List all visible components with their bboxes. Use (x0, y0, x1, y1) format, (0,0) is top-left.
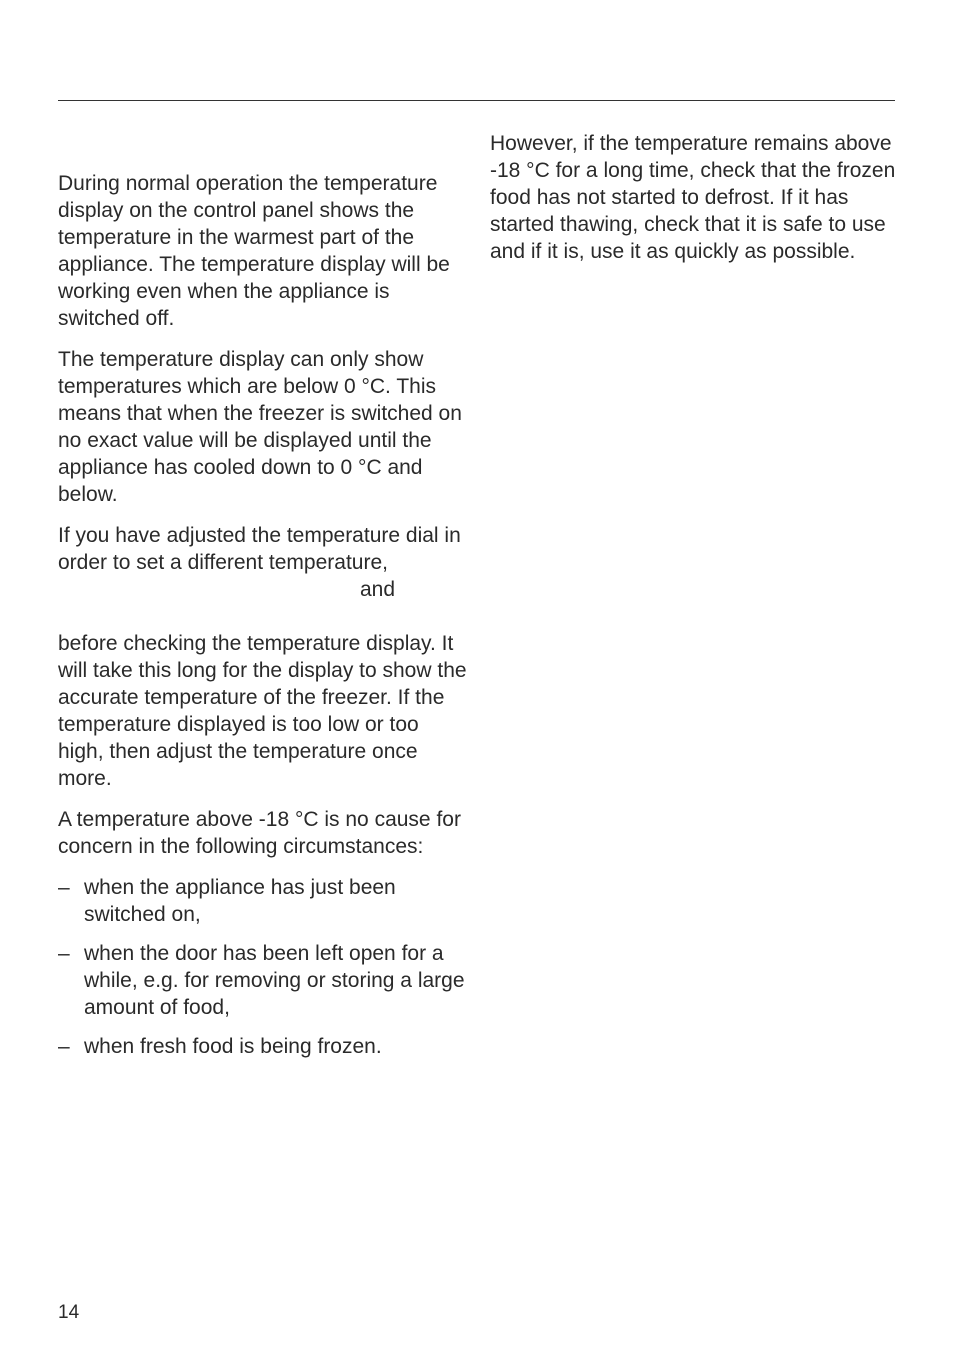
right-column (490, 130, 900, 279)
list-item-text: when the door has been left open for a while, e.g. for removing or storing a large amount of food, (84, 942, 465, 1019)
list-item-text: when fresh food is being frozen. (84, 1035, 382, 1058)
paragraph-before-checking: before checking the temperature display. It will take this long for the display to show the accurate temperature of the freezer. If the temperature displayed is too low or too high, then adjust the temperature once more. (58, 632, 467, 790)
dash-bullet: – (58, 1035, 70, 1058)
paragraph-normal-operation: During normal operation the temperature display on the control panel shows the temperature in the warmest part of the appliance. The temperature display will be working even when the appliance is switched off. (58, 172, 450, 330)
list-item (58, 940, 468, 1021)
paragraph-no-concern: A temperature above -18 °C is no cause for concern in the following circumstances: (58, 808, 461, 858)
dash-bullet: – (58, 876, 70, 899)
page-number: 14 (58, 1302, 80, 1323)
list-item (58, 1033, 468, 1060)
paragraph-and-fragment: and (360, 578, 396, 601)
dash-bullet: – (58, 942, 70, 965)
circumstances-list (58, 874, 468, 1060)
list-item (58, 874, 468, 928)
paragraph-long-time-warning: However, if the temperature remains above -18 °C for a long time, check that the frozen food has not started to defrost. If it has started thawing, check that it is safe to use and if it is, use it as quickly as possible. (490, 132, 896, 263)
left-column (58, 170, 468, 1072)
list-item-text: when the appliance has just been switched on, (84, 876, 396, 926)
header-rule (58, 100, 895, 101)
paragraph-display-range: The temperature display can only show temperatures which are below 0 °C. This means that when the freezer is switched on no exact value will be displayed until the appliance has cooled down to 0 °C and below. (58, 348, 462, 506)
paragraph-adjusted-dial: If you have adjusted the temperature dial in order to set a different temperature, (58, 524, 461, 574)
